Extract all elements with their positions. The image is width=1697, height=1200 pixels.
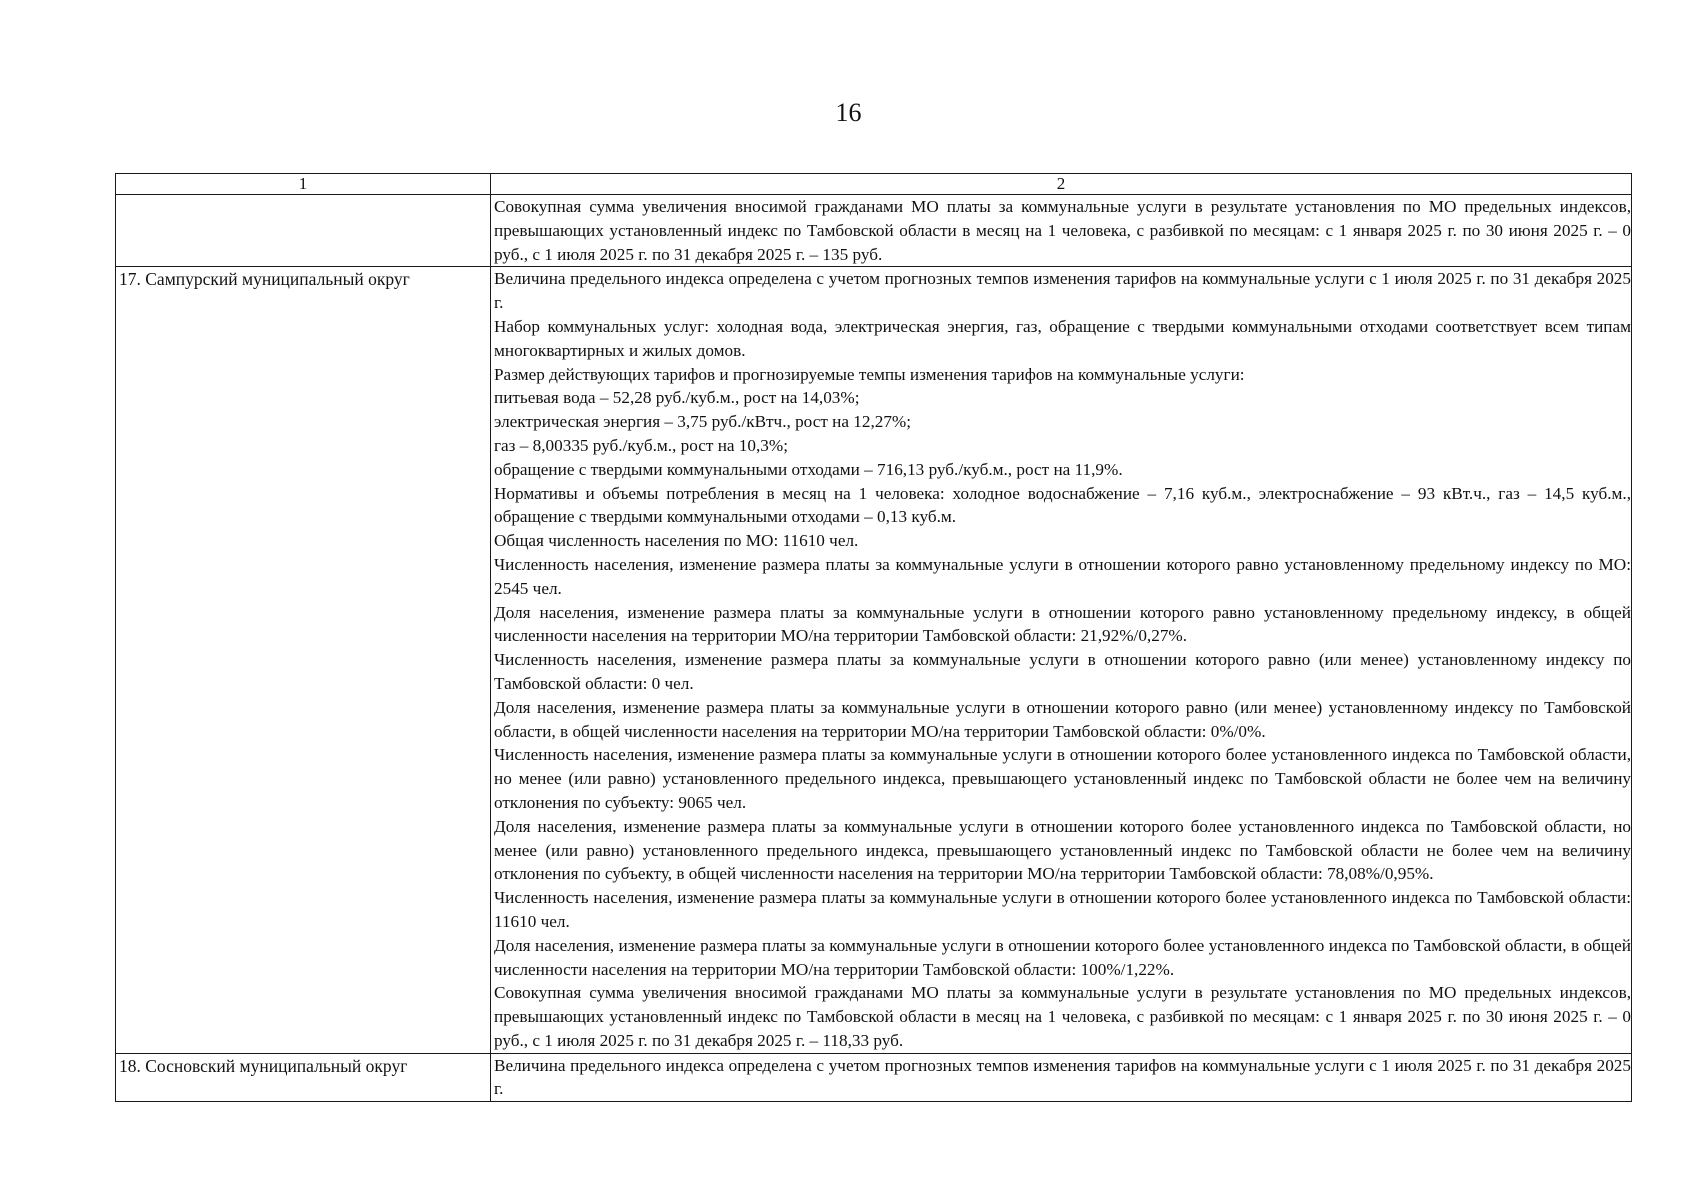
index-detail-paragraph: Величина предельного индекса определена с учетом прогнозных темпов изменения тарифов на коммунальные услуги с 1 июля 2025 г. по 31 декабря 2025 г. bbox=[494, 1055, 1631, 1099]
page-number: 16 bbox=[835, 98, 862, 127]
table-row bbox=[116, 1053, 1632, 1102]
index-detail-paragraph: обращение с твердыми коммунальными отходами – 716,13 руб./куб.м., рост на 11,9%. bbox=[494, 459, 1123, 479]
column-header-1: 1 bbox=[116, 174, 491, 195]
index-details-cell bbox=[491, 267, 1632, 1053]
column-header-2: 2 bbox=[491, 174, 1632, 195]
index-details-cell bbox=[491, 1053, 1632, 1102]
index-detail-paragraph: Величина предельного индекса определена с учетом прогнозных темпов изменения тарифов на коммунальные услуги с 1 июля 2025 г. по 31 декабря 2025 г. bbox=[494, 269, 1631, 313]
municipality-name-cell: 17. Сампурский муниципальный округ bbox=[116, 267, 491, 1053]
index-detail-paragraph: Численность населения, изменение размера платы за коммунальные услуги в отношении которого более установленного индекса по Тамбовской области: 11610 чел. bbox=[494, 888, 1631, 931]
index-detail-paragraph: газ – 8,00335 руб./куб.м., рост на 10,3%; bbox=[494, 435, 788, 455]
index-detail-paragraph: Доля населения, изменение размера платы за коммунальные услуги в отношении которого более установленного индекса по Тамбовской области, в общей численности населения на территории МО/на территории Тамбовской области: 100%/1,22%. bbox=[494, 935, 1631, 979]
index-detail-paragraph: Доля населения, изменение размера платы за коммунальные услуги в отношении которого более установленного индекса по Тамбовской области, но менее (или равно) установленного предельного индекса, превышающего установленный индекс по Тамбовской области не более чем на величину отклонения по субъекту, в общей численности населения на территории МО/на территории Тамбовской области: 78,08%/0,95%. bbox=[494, 816, 1631, 884]
index-detail-paragraph: Совокупная сумма увеличения вносимой гражданами МО платы за коммунальные услуги в результате установления по МО предельных индексов, превышающих установленный индекс по Тамбовской области в месяц на 1 человека, с разбивкой по месяцам: с 1 января 2025 г. по 30 июня 2025 г. – 0 руб., с 1 июля 2025 г. по 31 декабря 2025 г. – 135 руб. bbox=[494, 197, 1631, 264]
index-detail-paragraph: питьевая вода – 52,28 руб./куб.м., рост на 14,03%; bbox=[494, 388, 860, 408]
index-detail-paragraph: Численность населения, изменение размера платы за коммунальные услуги в отношении которого равно (или менее) установленному индексу по Тамбовской области: 0 чел. bbox=[494, 650, 1631, 693]
table-row bbox=[116, 267, 1632, 1053]
index-detail-paragraph: Общая численность населения по МО: 11610 чел. bbox=[494, 531, 859, 551]
index-detail-paragraph: Доля населения, изменение размера платы за коммунальные услуги в отношении которого равно (или менее) установленному индексу по Тамбовской области, в общей численности населения на территории МО/на территории Тамбовской области: 0%/0%. bbox=[494, 697, 1631, 741]
index-details-cell bbox=[491, 195, 1632, 267]
index-detail-paragraph: Доля населения, изменение размера платы за коммунальные услуги в отношении которого равно установленному предельному индексу, в общей численности населения на территории МО/на территории Тамбовской области: 21,92%/0,27%. bbox=[494, 602, 1631, 646]
table-row bbox=[116, 195, 1632, 267]
index-detail-paragraph: Размер действующих тарифов и прогнозируемые темпы изменения тарифов на коммунальные услуги: bbox=[494, 364, 1245, 384]
municipality-name-cell: 18. Сосновский муниципальный округ bbox=[116, 1053, 491, 1102]
table-header-row bbox=[116, 174, 1632, 195]
municipal-index-table bbox=[115, 173, 1632, 1102]
index-detail-paragraph: Набор коммунальных услуг: холодная вода, электрическая энергия, газ, обращение с твердыми коммунальными отходами соответствует всем типам многоквартирных и жилых домов. bbox=[494, 316, 1631, 360]
index-detail-paragraph: электрическая энергия – 3,75 руб./кВтч., рост на 12,27%; bbox=[494, 412, 912, 432]
municipality-name-cell bbox=[116, 195, 491, 267]
index-detail-paragraph: Совокупная сумма увеличения вносимой гражданами МО платы за коммунальные услуги в результате установления по МО предельных индексов, превышающих установленный индекс по Тамбовской области в месяц на 1 человека, с разбивкой по месяцам: с 1 января 2025 г. по 30 июня 2025 г. – 0 руб., с 1 июля 2025 г. по 31 декабря 2025 г. – 118,33 руб. bbox=[494, 983, 1631, 1050]
index-detail-paragraph: Нормативы и объемы потребления в месяц на 1 человека: холодное водоснабжение – 7,16 куб.м., электроснабжение – 93 кВт.ч., газ – 14,5 куб.м., обращение с твердыми коммунальными отходами – 0,13 куб.м. bbox=[494, 483, 1631, 527]
index-detail-paragraph: Численность населения, изменение размера платы за коммунальные услуги в отношении которого равно установленному предельному индексу по МО: 2545 чел. bbox=[494, 554, 1631, 598]
table-body bbox=[116, 195, 1632, 1102]
index-detail-paragraph: Численность населения, изменение размера платы за коммунальные услуги в отношении которого более установленного индекса по Тамбовской области, но менее (или равно) установленного предельного индекса, превышающего установленный индекс по Тамбовской области не более чем на величину отклонения по субъекту: 9065 чел. bbox=[494, 745, 1631, 812]
